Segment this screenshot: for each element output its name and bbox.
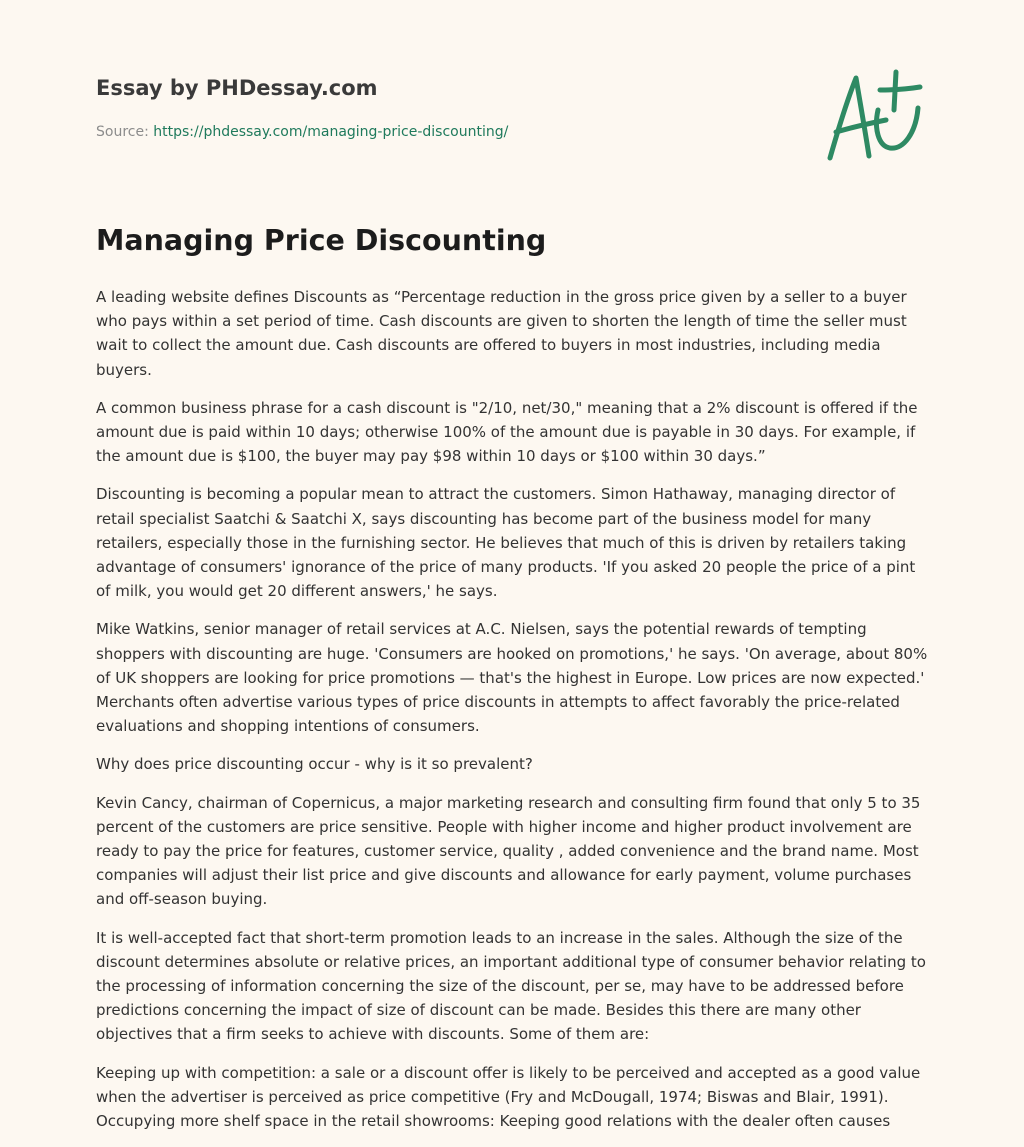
paragraph: Discounting is becoming a popular mean to attract the customers. Simon Hathaway, managing director of retail specialist Saatchi & Saatchi X, says discounting has become part of the business model for many retailers, especially those in the furnishing sector. He believes that much of this is driven by retailers taking advantage of consumers' ignorance of the price of many products. 'If you asked 20 people the price of a pint of milk, you would get 20 different answers,' he says. (96, 485, 916, 601)
paragraph: A leading website defines Discounts as “Percentage reduction in the gross price given by a seller to a buyer who pays within a set period of time. Cash discounts are given to shorten the length of time the seller must wait to collect the amount due. Cash discounts are offered to buyers in most industries, including media buyers. (96, 288, 907, 379)
site-brand: Essay by PHDessay.com (96, 76, 378, 100)
paragraph: Kevin Cancy, chairman of Copernicus, a major marketing research and consulting firm found that only 5 to 35 percent of the customers are price sensitive. People with higher income and higher product involvement are ready to pay the price for features, customer service, quality , added convenience and the brand name. Most companies will adjust their list price and give discounts and allowance for early payment, volume purchases and off-season buying. (96, 793, 921, 909)
source-link[interactable]: https://phdessay.com/managing-price-discounting/ (153, 124, 509, 140)
source-line (96, 124, 508, 140)
a-plus-logo-icon (822, 68, 926, 166)
paragraph: A common business phrase for a cash discount is "2/10, net/30," meaning that a 2% discount is offered if the amount due is paid within 10 days; otherwise 100% of the amount due is payable in 30 days. For example, if the amount due is $100, the buyer may pay $98 within 10 days or $100 within 30 days.” (96, 398, 918, 466)
paragraph: Keeping up with competition: a sale or a discount offer is likely to be perceived and accepted as a good value when the advertiser is perceived as price competitive (Fry and McDougall, 1974; Biswas and Blair, 1991). Occupying more shelf space in the retail showrooms: Keeping good relations with the dealer often causes (96, 1063, 921, 1131)
paragraph: It is well-accepted fact that short-term promotion leads to an increase in the sales. Although the size of the discount determines absolute or relative prices, an important additional type of consumer behavior relating to the processing of information concerning the size of the discount, per se, may have to be addressed before predictions concerning the impact of size of discount can be made. Besides this there are many other objectives that a firm seeks to achieve with discounts. Some of them are: (96, 928, 926, 1044)
article-body (96, 285, 928, 1147)
paragraph: Why does price discounting occur - why is it so prevalent? (96, 755, 533, 774)
paragraph: Mike Watkins, senior manager of retail services at A.C. Nielsen, says the potential rewards of tempting shoppers with discounting are huge. 'Consumers are hooked on promotions,' he says. 'On average, about 80% of UK shoppers are looking for price promotions — that's the highest in Europe. Low prices are now expected.' Merchants often advertise various types of price discounts in attempts to affect favorably the price-related evaluations and shopping intentions of consumers. (96, 620, 928, 736)
article-title: Managing Price Discounting (96, 224, 547, 257)
source-label: Source: (96, 124, 154, 140)
